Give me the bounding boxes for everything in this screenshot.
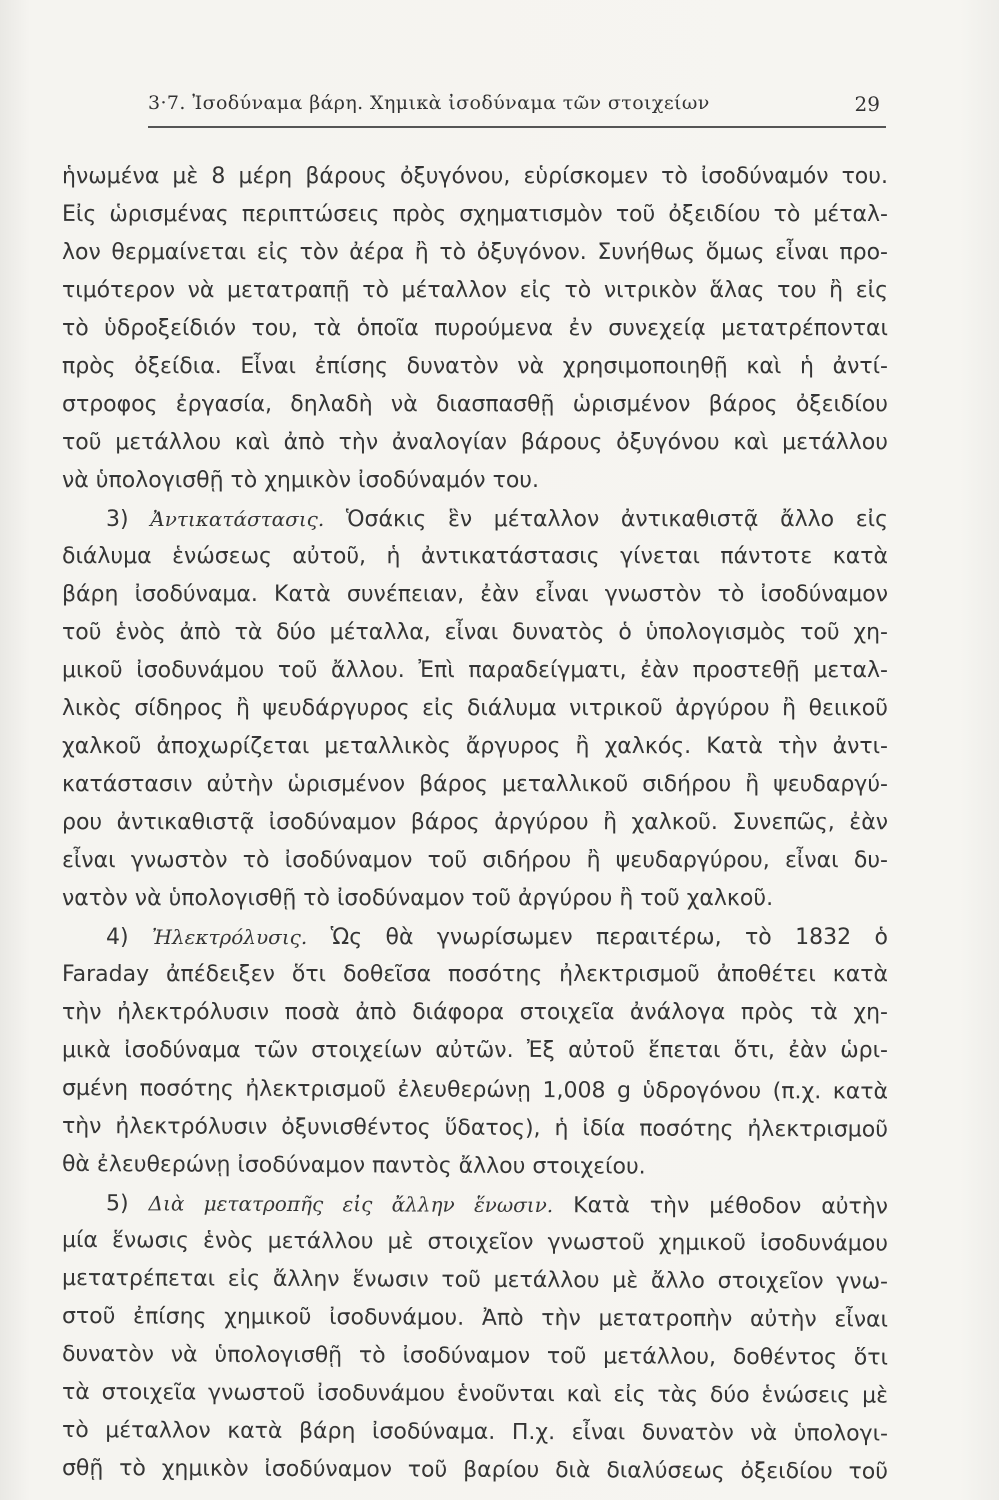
text-line: Εἰς ὡρισμένας περιπτώσεις πρὸς σχηματισμὸν τοῦ ὀξειδίου τὸ μέταλ- (62, 202, 888, 227)
text-line: στοῦ ἐπίσης χημικοῦ ἰσοδυνάμου. Ἀπὸ τὴν μετατροπὴν αὐτὴν εἶναι (61, 1304, 889, 1333)
line-text: Ὁσάκις ἓν μέταλλον ἀντικαθιστᾷ ἄλλο εἰς (324, 507, 888, 532)
text-line: τὴν ἠλεκτρόλυσιν ποσὰ ἀπὸ διάφορα στοιχεῖα ἀνάλογα πρὸς τὰ χη- (62, 1000, 888, 1025)
text-line: βάρη ἰσοδύναμα. Κατὰ συνέπειαν, ἐὰν εἶναι γνωστὸν τὸ ἰσοδύναμον (62, 582, 888, 607)
text-line: τὸ ὑδροξείδιόν του, τὰ ὁποῖα πυρούμενα ἐν συνεχείᾳ μετατρέπονται (62, 316, 888, 341)
text-line: κατάστασιν αὐτὴν ὡρισμένον βάρος μεταλλικοῦ σιδήρου ἢ ψευδαργύ- (62, 772, 888, 797)
list-number: 5) (105, 1191, 149, 1217)
text-line: νατὸν νὰ ὑπολογισθῇ τὸ ἰσοδύναμον τοῦ ἀργύρου ἢ τοῦ χαλκοῦ. (62, 886, 774, 911)
body-text (62, 158, 888, 1488)
section-heading-italic: Διὰ μετατροπῆς εἰς ἄλλην ἕνωσιν. (148, 1191, 554, 1218)
text-line: χαλκοῦ ἀποχωρίζεται μεταλλικὸς ἄργυρος ἢ χαλκός. Κατὰ τὴν ἀντι- (62, 734, 888, 759)
text-line: τοῦ μετάλλου καὶ ἀπὸ τὴν ἀναλογίαν βάρους ὀξυγόνου καὶ μετάλλου (62, 430, 888, 455)
header-rule (148, 126, 886, 128)
line-text: Κατὰ τὴν μέθοδον αὐτὴν (553, 1193, 889, 1220)
text-line: ρου ἀντικαθιστᾷ ἰσοδύναμον βάρος ἀργύρου ἢ χαλκοῦ. Συνεπῶς, ἐὰν (62, 810, 888, 835)
text-line (62, 918, 888, 956)
section-title: 3·7. Ἰσοδύναμα βάρη. Χημικὰ ἰσοδύναμα τῶν στοιχείων (148, 92, 710, 114)
text-line: μία ἕνωσις ἑνὸς μετάλλου μὲ στοιχεῖον γνωστοῦ χημικοῦ ἰσοδυνάμου (61, 1228, 889, 1257)
section-heading-italic: Ἀντικατάστασις. (150, 507, 325, 531)
text-line: Faraday ἀπέδειξεν ὅτι δοθεῖσα ποσότης ἠλεκτρισμοῦ ἀποθέτει κατὰ (62, 962, 888, 987)
page-number: 29 (854, 92, 880, 116)
text-line: λον θερμαίνεται εἰς τὸν ἀέρα ἢ τὸ ὀξυγόνον. Συνήθως ὅμως εἶναι προ- (62, 240, 888, 265)
text-line: τοῦ ἑνὸς ἀπὸ τὰ δύο μέταλλα, εἶναι δυνατὸς ὁ ὑπολογισμὸς τοῦ χη- (62, 620, 888, 645)
list-number: 4) (106, 925, 152, 950)
running-header (148, 92, 888, 122)
text-line: εἶναι γνωστὸν τὸ ἰσοδύναμον τοῦ σιδήρου ἢ ψευδαργύρου, εἶναι δυ- (62, 848, 888, 873)
line-text: Ὡς θὰ γνωρίσωμεν περαιτέρω, τὸ 1832 ὁ (307, 925, 888, 950)
section-heading-italic: Ἠλεκτρόλυσις. (152, 925, 308, 949)
text-line: τὴν ἠλεκτρόλυσιν ὀξυνισθέντος ὕδατος), ἡ ἰδία ποσότης ἠλεκτρισμοῦ (61, 1114, 889, 1143)
text-line: σθῇ τὸ χημικὸν ἰσοδύναμον τοῦ βαρίου διὰ διαλύσεως ὀξειδίου τοῦ (61, 1456, 889, 1485)
text-line (62, 1184, 888, 1226)
text-line: στροφος ἐργασία, δηλαδὴ νὰ διασπασθῇ ὡρισμένον βάρος ὀξειδίου (62, 392, 888, 417)
text-line: μετατρέπεται εἰς ἄλλην ἕνωσιν τοῦ μετάλλου μὲ ἄλλο στοιχεῖον γνω- (61, 1266, 889, 1295)
text-line: μικοῦ ἰσοδυνάμου τοῦ ἄλλου. Ἐπὶ παραδείγματι, ἐὰν προστεθῇ μεταλ- (62, 658, 888, 683)
text-line: σμένη ποσότης ἠλεκτρισμοῦ ἐλευθερώνῃ 1,008 g ὑδρογόνου (π.χ. κατὰ (61, 1076, 889, 1105)
text-line: πρὸς ὀξείδια. Εἶναι ἐπίσης δυνατὸν νὰ χρησιμοποιηθῇ καὶ ἡ ἀντί- (62, 354, 888, 379)
text-line: τὸ μέταλλον κατὰ βάρη ἰσοδύναμα. Π.χ. εἶναι δυνατὸν νὰ ὑπολογι- (61, 1418, 889, 1447)
text-line: τὰ στοιχεῖα γνωστοῦ ἰσοδυνάμου ἑνοῦνται καὶ εἰς τὰς δύο ἑνώσεις μὲ (61, 1380, 889, 1409)
text-line: διάλυμα ἑνώσεως αὐτοῦ, ἡ ἀντικατάστασις γίνεται πάντοτε κατὰ (62, 544, 888, 569)
text-line: μικὰ ἰσοδύναμα τῶν στοιχείων αὐτῶν. Ἐξ αὐτοῦ ἕπεται ὅτι, ἐὰν ὡρι- (62, 1038, 888, 1063)
text-line: ἡνωμένα μὲ 8 μέρη βάρους ὀξυγόνου, εὑρίσκομεν τὸ ἰσοδύναμόν του. (62, 164, 888, 189)
text-line: λικὸς σίδηρος ἢ ψευδάργυρος εἰς διάλυμα νιτρικοῦ ἀργύρου ἢ θειικοῦ (62, 696, 888, 721)
text-line: τιμότερον νὰ μετατραπῇ τὸ μέταλλον εἰς τὸ νιτρικὸν ἅλας του ἢ εἰς (62, 278, 888, 303)
list-number: 3) (106, 507, 151, 532)
text-line (62, 500, 888, 538)
text-line: θὰ ἐλευθερώνῃ ἰσοδύναμον παντὸς ἄλλου στοιχείου. (61, 1152, 646, 1180)
text-line: νὰ ὑπολογισθῇ τὸ χημικὸν ἰσοδύναμόν του. (62, 468, 539, 493)
text-line: δυνατὸν νὰ ὑπολογισθῇ τὸ ἰσοδύναμον τοῦ μετάλλου, δοθέντος ὅτι (61, 1342, 889, 1371)
